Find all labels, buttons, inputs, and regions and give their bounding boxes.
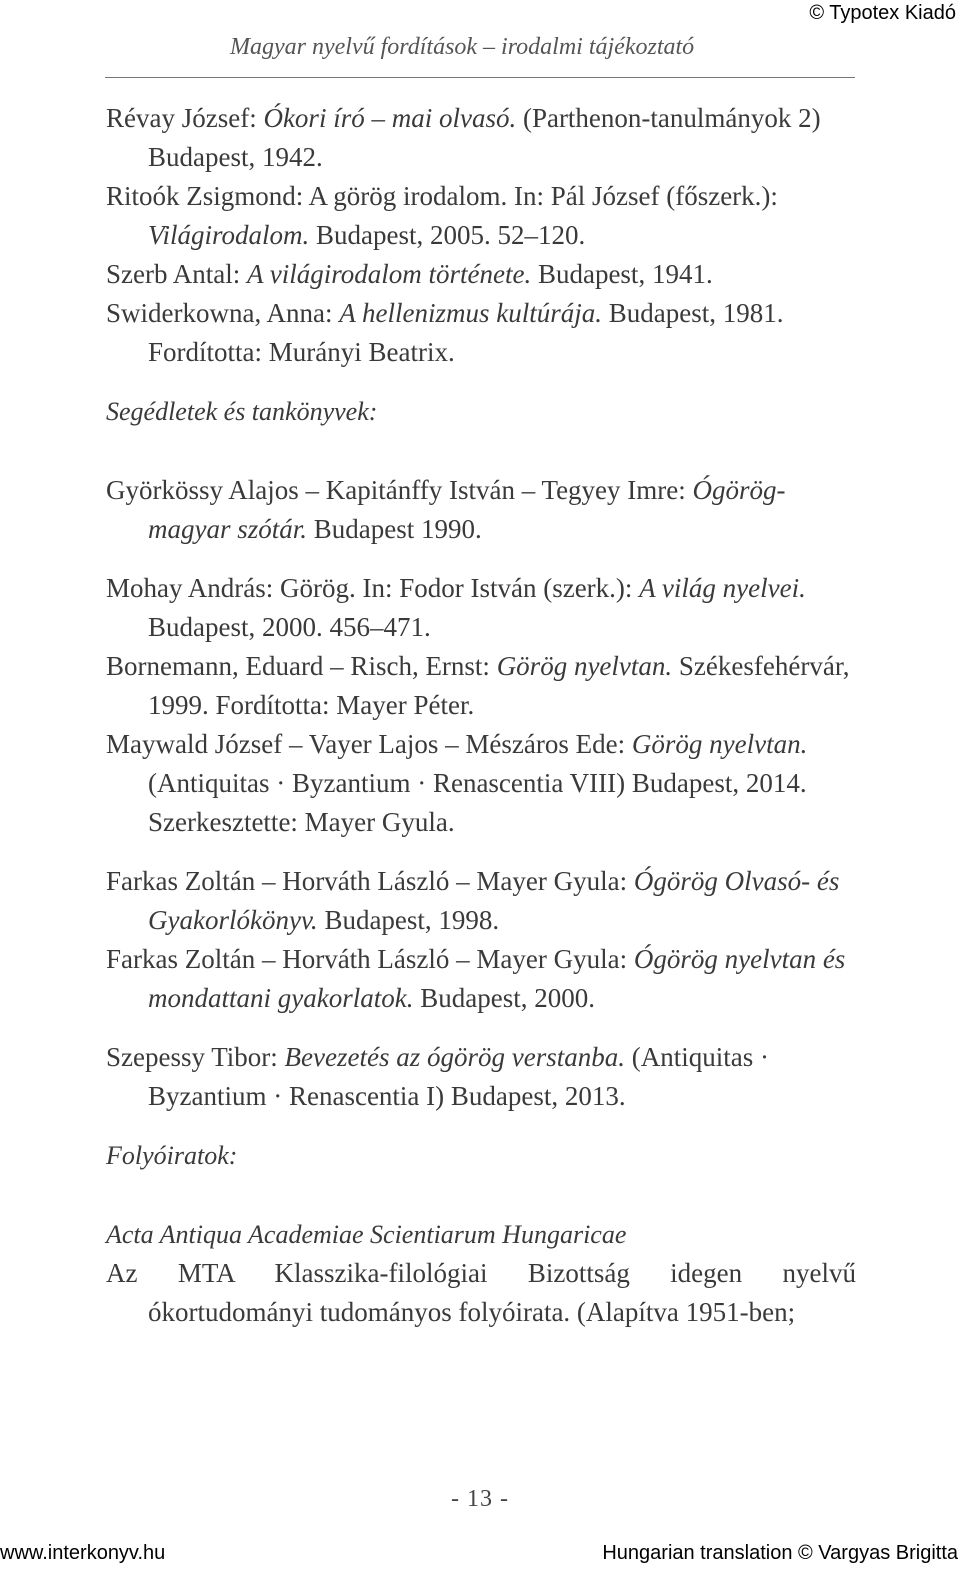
section-heading-journals: Folyóiratok: xyxy=(106,1141,238,1170)
bib-entry: Szepessy Tibor: Bevezetés az ógörög verstanba. (Antiquitas · Byzantium · Renascentia I) Budapest, 2013. xyxy=(106,1042,769,1111)
bib-entry: Farkas Zoltán – Horváth László – Mayer Gyula: Ógörög nyelvtan és mondattani gyakorlatok. Budapest, 2000. xyxy=(106,944,846,1013)
bib-entry: Farkas Zoltán – Horváth László – Mayer Gyula: Ógörög Olvasó- és Gyakorlókönyv. Budapest, 1998. xyxy=(106,866,840,935)
bibliography-group-readers xyxy=(106,862,856,1018)
website-watermark: www.interkonyv.hu xyxy=(0,1542,166,1564)
bibliography-group-dictionary xyxy=(106,471,856,549)
journal-description: Az MTA Klasszika-filológiai Bizottság idegen nyelvű ókortudományi tudományos folyóirata. (Alapítva 1951-ben; xyxy=(106,1258,856,1327)
header-rule xyxy=(105,77,855,78)
bib-entry: Szerb Antal: A világirodalom története. Budapest, 1941. xyxy=(106,259,713,289)
translation-copyright-watermark: Hungarian translation © Vargyas Brigitta xyxy=(602,1542,958,1564)
bibliography-group-metrics xyxy=(106,1038,856,1116)
copyright-watermark-top: © Typotex Kiadó xyxy=(809,2,956,24)
journal-block xyxy=(106,1215,856,1332)
page-number: - 13 - xyxy=(451,1486,509,1512)
bib-entry: Mohay András: Görög. In: Fodor István (szerk.): A világ nyelvei. Budapest, 2000. 456–471. xyxy=(106,573,806,642)
bib-entry: Ritoók Zsigmond: A görög irodalom. In: Pál József (főszerk.): Világirodalom. Budapest, 2005. 52–120. xyxy=(106,181,778,250)
bib-entry: Maywald József – Vayer Lajos – Mészáros Ede: Görög nyelvtan. (Antiquitas · Byzantium · Renascentia VIII) Budapest, 2014. Szerkesztette: Mayer Gyula. xyxy=(106,729,808,837)
bibliography-group-grammar xyxy=(106,569,856,842)
bibliography-group-general xyxy=(106,99,856,372)
section-heading-aids: Segédletek és tankönyvek: xyxy=(106,397,378,426)
page-body xyxy=(106,99,856,1332)
bib-entry: Bornemann, Eduard – Risch, Ernst: Görög nyelvtan. Székesfehérvár, 1999. Fordította: Mayer Péter. xyxy=(106,651,850,720)
bib-entry: Révay József: Ókori író – mai olvasó. (Parthenon-tanulmányok 2) Budapest, 1942. xyxy=(106,103,821,172)
journal-title: Acta Antiqua Academiae Scientiarum Hungaricae xyxy=(106,1220,627,1249)
running-head: Magyar nyelvű fordítások – irodalmi tájékoztató xyxy=(230,34,695,60)
bib-entry: Swiderkowna, Anna: A hellenizmus kultúrája. Budapest, 1981. Fordította: Murányi Beatrix. xyxy=(106,298,784,367)
bib-entry: Györkössy Alajos – Kapitánffy István – Tegyey Imre: Ógörög-magyar szótár. Budapest 1990. xyxy=(106,475,786,544)
